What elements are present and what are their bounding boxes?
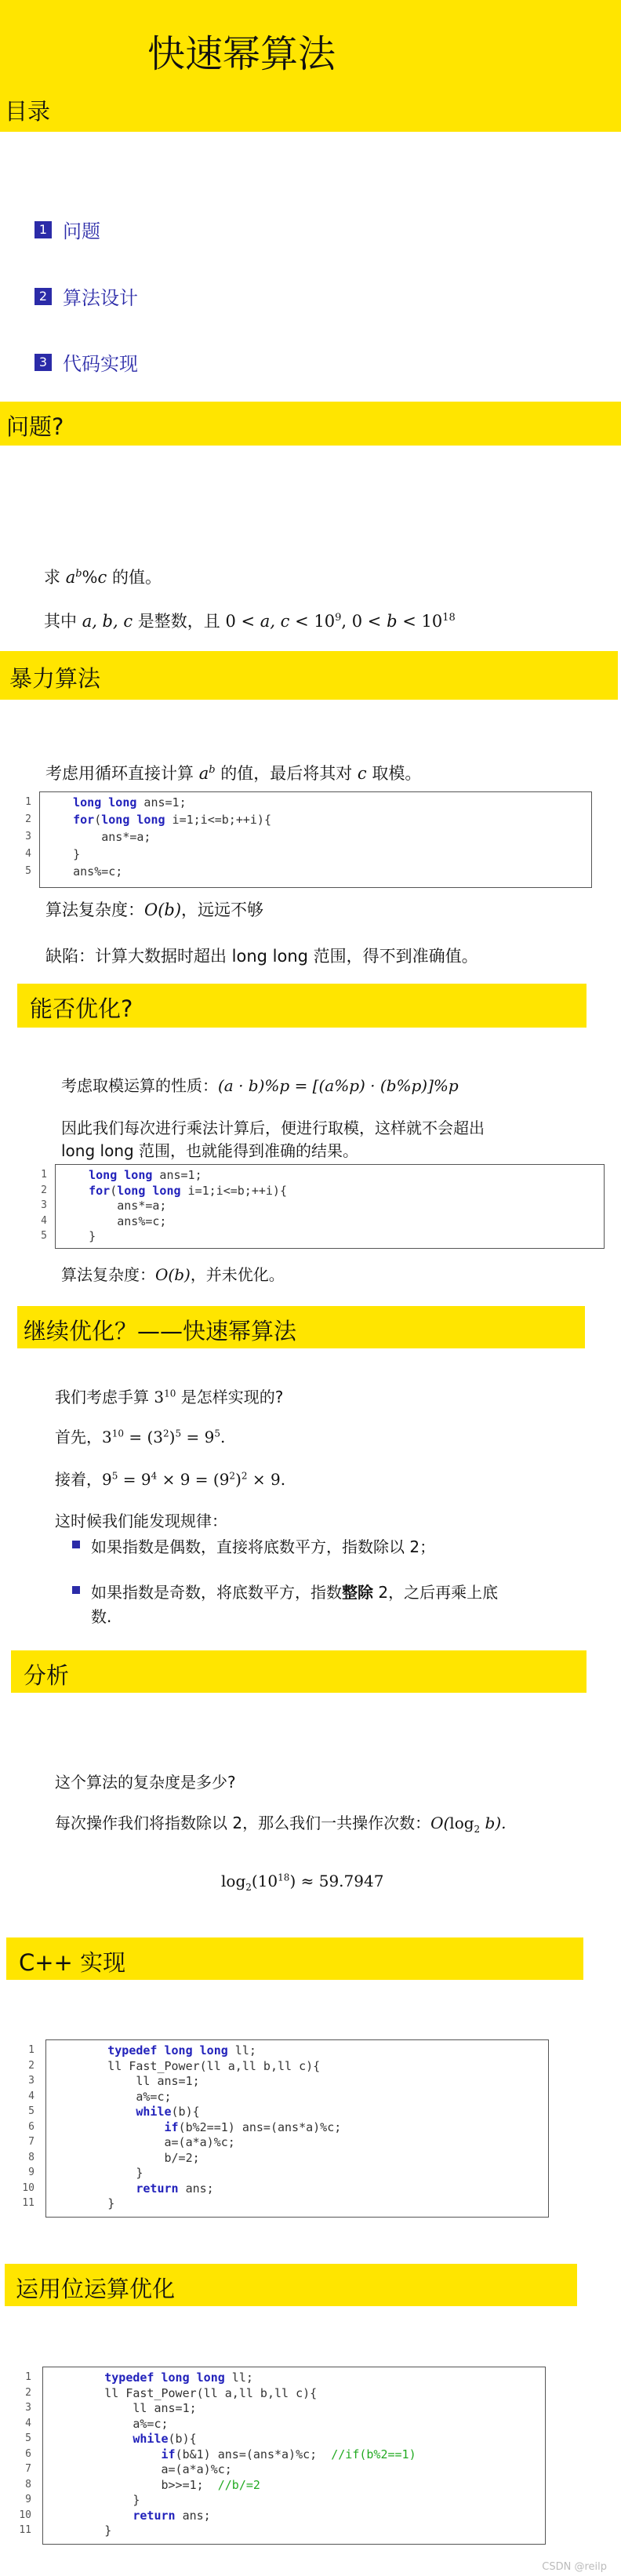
complexity-value: O(b): [155, 1265, 191, 1284]
line-number: 4: [28, 2090, 34, 2102]
bullet-icon: [72, 1541, 80, 1548]
brute-complexity: [45, 897, 263, 921]
question-text: 我们考虑手算: [55, 1388, 154, 1406]
code-line: }: [45, 847, 81, 861]
line-number: 5: [41, 1230, 47, 1242]
problem-text: 求: [44, 568, 66, 587]
brute-heading: 暴力算法: [9, 665, 101, 692]
code-line: a=(a*a)%c;: [48, 2462, 232, 2476]
complexity-comment: ，并未优化。: [190, 1265, 285, 1284]
line-number: 1: [25, 2371, 31, 2383]
line-number: 8: [25, 2478, 31, 2490]
optimize-heading: 能否优化?: [30, 995, 133, 1022]
toc-number-1: 1: [34, 221, 52, 238]
line-number: 4: [25, 2417, 31, 2429]
toc-item-code[interactable]: [34, 348, 138, 376]
complexity-value: O(b): [144, 901, 182, 919]
then-label: 接着，: [55, 1470, 102, 1489]
problem-statement: [44, 565, 162, 588]
line-number: 8: [28, 2151, 34, 2163]
code-line: for(long long i=1;i<=b;++i){: [73, 813, 271, 827]
code-line: ans%=c;: [60, 1213, 167, 1228]
analysis-answer: [55, 1810, 507, 1835]
cpp-code-block: [45, 2039, 549, 2218]
rule-even: [72, 1534, 435, 1557]
line-number: 5: [28, 2105, 34, 2117]
brute-text: 的值，最后将其对: [215, 764, 358, 783]
line-number: 5: [25, 865, 31, 877]
toc-item-label: 算法设计: [63, 287, 138, 309]
complexity-comment: ，远远不够: [181, 901, 264, 919]
line-number: 9: [28, 2167, 34, 2178]
code-line: return ans;: [133, 2508, 211, 2523]
answer-text: 每次操作我们将指数除以 2，那么我们一共操作次数：: [55, 1814, 431, 1832]
line-number: 9: [25, 2494, 31, 2505]
complexity-label: 算法复杂度：: [45, 901, 144, 919]
bitopt-heading: 运用位运算优化: [16, 2276, 176, 2302]
optimize-complexity: [61, 1262, 285, 1285]
property-label: 考虑取模运算的性质：: [61, 1076, 218, 1095]
page-title: 快速幂算法: [147, 32, 336, 76]
code-line: ll Fast_Power(ll a,ll b,ll c){: [48, 2385, 318, 2400]
optimize-desc-line2: long long 范围，也就能得到准确的结果。: [61, 1141, 359, 1160]
brute-text: 取模。: [366, 764, 422, 783]
line-number: 2: [41, 1184, 47, 1196]
code-line: typedef long long ll;: [104, 2370, 253, 2385]
code-line: ll Fast_Power(ll a,ll b,ll c){: [51, 2058, 321, 2073]
constraints-vars: a, b, c: [82, 612, 133, 631]
problem-heading: 问题?: [6, 413, 64, 440]
line-number: 3: [25, 2402, 31, 2414]
line-number: 11: [19, 2524, 31, 2536]
complexity-label: 算法复杂度：: [61, 1265, 155, 1284]
first-label: 首先，: [55, 1428, 102, 1446]
constraints-text: 其中: [44, 612, 82, 631]
line-number: 11: [22, 2197, 34, 2209]
line-number: 7: [25, 2463, 31, 2475]
question-expression: $3^{10}$: [154, 1388, 176, 1406]
analysis-question: 这个算法的复杂度是多少?: [55, 1773, 236, 1792]
toc-item-label: 代码实现: [63, 353, 138, 375]
code-line: }: [51, 2166, 143, 2180]
code-line: long long ans=1;: [73, 795, 187, 810]
watermark: CSDN @reilp: [542, 2561, 607, 2573]
answer-expression: $O(\log_2$ b).: [430, 1814, 507, 1835]
fastpow-rule-intro: 这时候我们能发现规律：: [55, 1512, 227, 1530]
code-line: if(b%2==1) ans=(ans*a)%c;: [164, 2119, 342, 2134]
line-number: 3: [28, 2075, 34, 2087]
code-line: return ans;: [136, 2181, 214, 2196]
question-text: 是怎样实现的?: [176, 1388, 284, 1406]
rule-text: [91, 1580, 498, 1627]
code-line: while(b){: [133, 2432, 197, 2446]
line-number: 10: [19, 2509, 31, 2521]
code-line: ll ans=1;: [51, 2074, 200, 2088]
line-number: 5: [25, 2432, 31, 2444]
optimize-code-block: [55, 1164, 605, 1249]
code-line: typedef long long ll;: [107, 2043, 256, 2058]
line-number: 1: [28, 2044, 34, 2056]
rule-text-line2: 数.: [91, 1607, 112, 1626]
code-line: }: [48, 2493, 140, 2507]
optimize-property: [61, 1073, 459, 1096]
rule-text-bold: 整除: [342, 1583, 373, 1602]
toc-number-2: 2: [34, 288, 52, 305]
rule-text-part: 2，之后再乘上底: [373, 1583, 499, 1602]
brute-code-block: [39, 791, 592, 888]
bitopt-code-block: [42, 2367, 546, 2545]
line-number: 6: [25, 2447, 31, 2460]
constraints-text: 是整数，且: [133, 612, 226, 631]
brute-var: c: [357, 764, 367, 783]
line-number: 7: [28, 2136, 34, 2148]
analysis-heading: 分析: [24, 1662, 70, 1689]
line-number: 1: [41, 1169, 47, 1181]
then-expression: $9^5 = 9^4 \times 9 = (9^2)^2 \times 9$.: [102, 1470, 286, 1489]
problem-band: [0, 402, 621, 446]
line-number: 2: [28, 2059, 34, 2072]
analysis-formula: $\log_2(10^{18}) \approx 59.7947$: [221, 1872, 384, 1893]
code-line: b>>=1; //b/=2: [48, 2477, 260, 2492]
fastpow-first: [55, 1424, 225, 1447]
line-number: 3: [25, 831, 31, 842]
line-number: 4: [25, 848, 31, 860]
analysis-band: [11, 1650, 586, 1693]
rule-text: 如果指数是偶数，直接将底数平方，指数除以 2；: [91, 1537, 436, 1556]
rule-text-part: 如果指数是奇数，将底数平方，指数: [91, 1583, 342, 1602]
rule-odd: [72, 1580, 498, 1627]
code-line: }: [48, 2523, 112, 2538]
code-line: ll ans=1;: [48, 2401, 197, 2415]
line-number: 10: [22, 2181, 34, 2194]
code-line: a=(a*a)%c;: [51, 2135, 235, 2149]
toc-item-problem[interactable]: [34, 216, 100, 243]
code-line: ans*=a;: [60, 1199, 167, 1213]
cpp-heading: C++ 实现: [19, 1949, 126, 1976]
problem-expression: $a^b\%c$: [65, 568, 107, 587]
fastpow-question: [55, 1384, 283, 1407]
line-number: 4: [41, 1214, 47, 1227]
bullet-icon: [72, 1586, 80, 1594]
toc-item-label: 问题: [63, 220, 100, 242]
constraints-expression: 0 < a, $c < 10^9$, $0 < b < 10^{18}$: [225, 612, 456, 631]
line-number: 2: [25, 2386, 31, 2399]
code-line: b/=2;: [51, 2150, 200, 2165]
property-formula: (a · b)%p = [(a%p) · (b%p)]%p: [218, 1076, 459, 1095]
code-line: a%=c;: [51, 2089, 172, 2104]
code-line: }: [60, 1229, 96, 1243]
line-number: 6: [28, 2120, 34, 2133]
code-line: long long ans=1;: [89, 1168, 202, 1182]
code-line: a%=c;: [48, 2416, 169, 2431]
code-line: if(b&1) ans=(ans*a)%c; //if(b%2==1): [161, 2447, 416, 2461]
brute-text: 考虑用循环直接计算: [45, 764, 199, 783]
toc-number-3: 3: [34, 354, 52, 371]
toc-item-algorithm[interactable]: [34, 282, 138, 310]
code-line: for(long long i=1;i<=b;++i){: [89, 1183, 287, 1198]
optimize-desc-line1: 因此我们每次进行乘法计算后，便进行取模，这样就不会超出: [61, 1119, 485, 1137]
line-number: 3: [41, 1199, 47, 1211]
fastpow-heading: 继续优化？——快速幂算法: [24, 1318, 297, 1344]
line-number: 2: [25, 813, 31, 825]
problem-text: 的值。: [107, 568, 162, 587]
brute-power: $a^b$: [198, 764, 216, 783]
brute-flaw: 缺陷：计算大数据时超出 long long 范围，得不到准确值。: [45, 947, 478, 966]
code-line: ans%=c;: [45, 864, 123, 879]
first-expression: $3^{10} = (3^2)^5 = 9^5$.: [102, 1428, 226, 1446]
fastpow-then: [55, 1467, 285, 1490]
code-line: ans*=a;: [45, 830, 151, 844]
code-line: }: [51, 2196, 115, 2210]
code-line: while(b){: [136, 2105, 200, 2119]
problem-constraints: [44, 609, 456, 632]
brute-intro: [45, 761, 421, 784]
toc-heading: 目录: [5, 98, 51, 125]
line-number: 1: [25, 796, 31, 808]
